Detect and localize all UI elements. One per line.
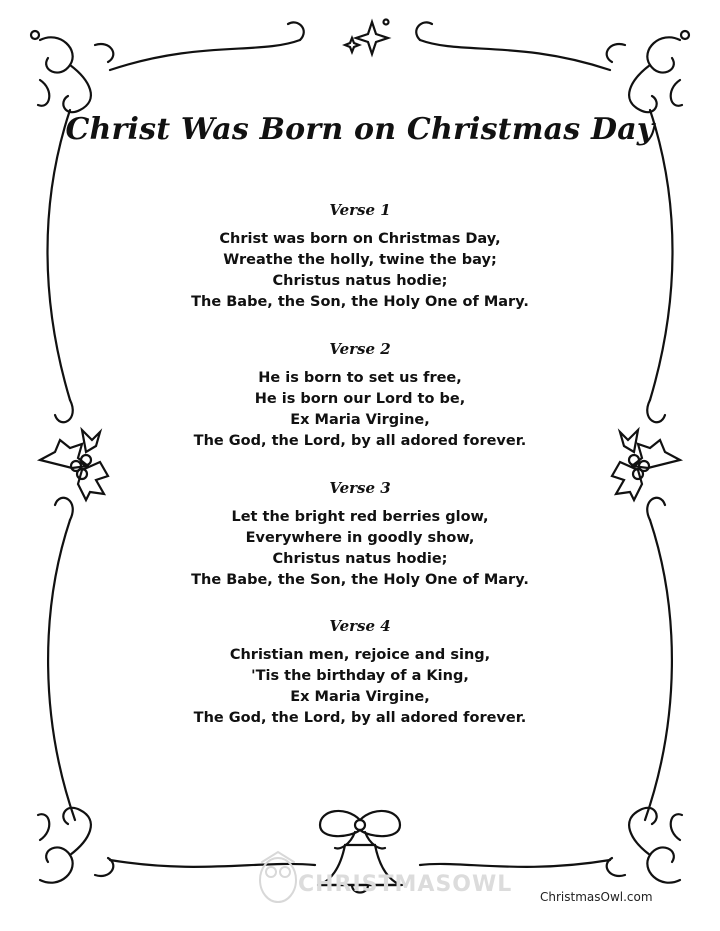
sparkle-icon (345, 20, 389, 55)
verse-3 (0, 479, 720, 591)
swirl-corner-icon (607, 31, 689, 112)
verse-4 (0, 617, 720, 729)
lyric-line: Christ was born on Christmas Day, (219, 231, 501, 247)
verse-2 (0, 340, 720, 452)
lyric-line: The God, the Lord, by all adored forever. (193, 710, 527, 726)
lyric-line: Let the bright red berries glow, (231, 509, 489, 525)
verse-label: Verse 2 (329, 340, 391, 358)
verse-label: Verse 4 (329, 617, 391, 635)
watermark-logo: CHRISTMASOWL (298, 872, 513, 897)
verse-label: Verse 3 (329, 479, 391, 497)
lyric-line: Ex Maria Virgine, (290, 689, 430, 705)
owl-icon (260, 852, 296, 902)
lyric-line: He is born to set us free, (258, 370, 462, 386)
lyric-line: Everywhere in goodly show, (245, 530, 475, 546)
lyric-line: Christus natus hodie; (272, 273, 448, 289)
lyric-line: The Babe, the Son, the Holy One of Mary. (191, 572, 529, 588)
lyric-line: The God, the Lord, by all adored forever. (193, 433, 527, 449)
lyric-line: Wreathe the holly, twine the bay; (223, 252, 497, 268)
verse-label: Verse 1 (329, 201, 391, 219)
site-url: ChristmasOwl.com (540, 890, 653, 904)
lyric-line: Ex Maria Virgine, (290, 412, 430, 428)
lyric-line: 'Tis the birthday of a King, (251, 668, 469, 684)
lyric-line: Christian men, rejoice and sing, (229, 647, 491, 663)
page-title: Christ Was Born on Christmas Day (65, 112, 655, 147)
lyric-line: The Babe, the Son, the Holy One of Mary. (191, 294, 529, 310)
verse-1 (0, 201, 720, 313)
swirl-corner-icon (31, 31, 113, 112)
lyric-line: He is born our Lord to be, (254, 391, 466, 407)
lyric-line: Christus natus hodie; (272, 551, 448, 567)
